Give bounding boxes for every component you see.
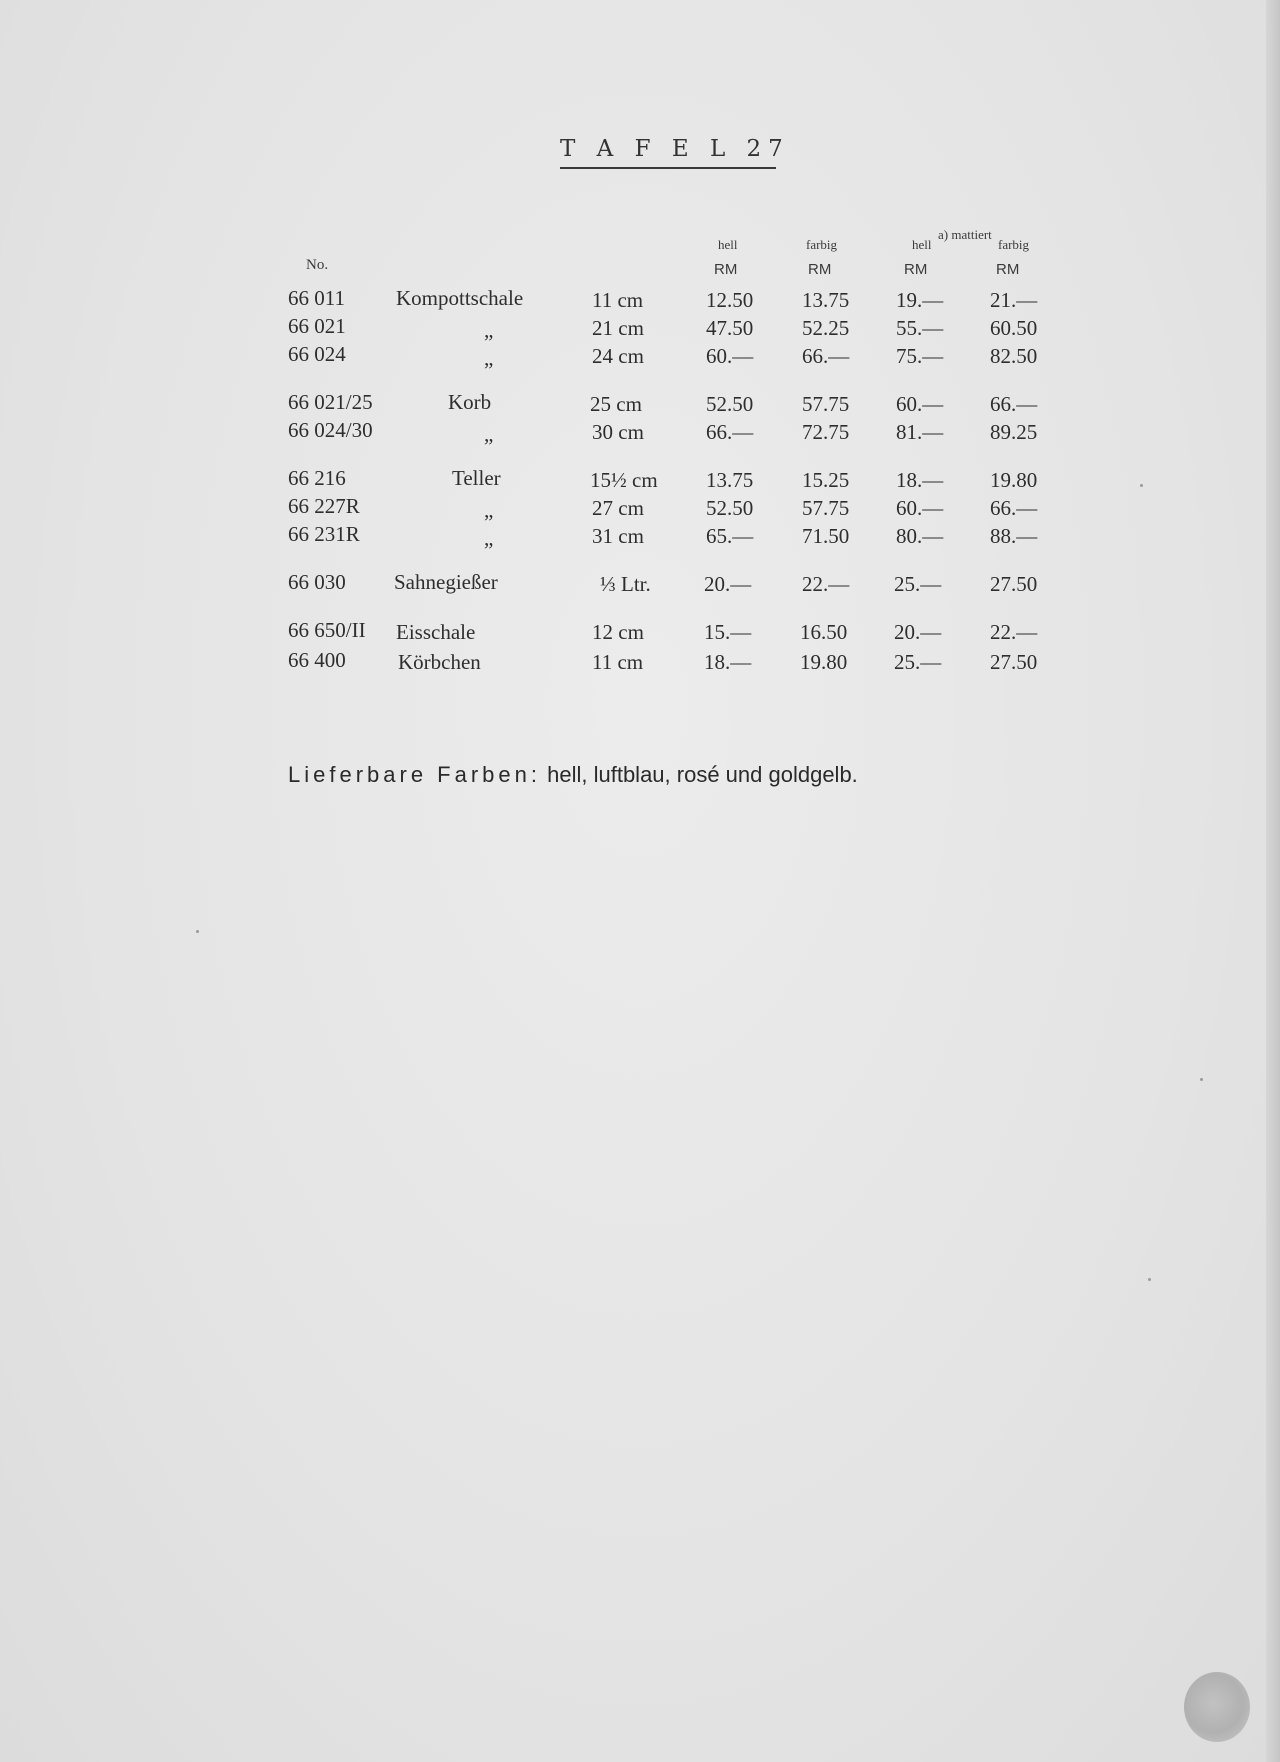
- page-title: T A F E L 27: [560, 136, 790, 162]
- scan-speck: [1140, 484, 1143, 487]
- cell-price-hell: 15.—: [704, 620, 752, 644]
- header-hell: hell: [718, 237, 738, 252]
- cell-name: „: [484, 498, 494, 522]
- scan-speck: [196, 930, 199, 933]
- cell-price-mattiert-farbig: 19.80: [990, 468, 1038, 492]
- cell-price-hell: 60.—: [706, 344, 754, 368]
- cell-name: „: [484, 346, 494, 370]
- cell-no: 66 400: [288, 648, 346, 672]
- cell-size: 21 cm: [592, 316, 644, 340]
- cell-price-mattiert-farbig: 82.50: [990, 344, 1038, 368]
- header-currency: RM: [714, 261, 738, 278]
- cell-price-mattiert-hell: 18.—: [896, 468, 944, 492]
- scan-stain: [1184, 1672, 1250, 1742]
- cell-size: 11 cm: [592, 288, 644, 312]
- cell-no: 66 231R: [288, 522, 360, 546]
- cell-name: Korb: [448, 390, 492, 414]
- cell-price-mattiert-hell: 25.—: [894, 572, 942, 596]
- cell-price-mattiert-farbig: 66.—: [990, 392, 1038, 416]
- cell-price-farbig: 52.25: [802, 316, 850, 340]
- cell-price-mattiert-hell: 75.—: [896, 344, 944, 368]
- cell-price-hell: 52.50: [706, 496, 754, 520]
- cell-price-mattiert-farbig: 27.50: [990, 650, 1038, 674]
- cell-name: Eisschale: [396, 620, 476, 644]
- cell-price-farbig: 57.75: [802, 392, 850, 416]
- header-currency: RM: [996, 261, 1020, 278]
- cell-no: 66 021/25: [288, 390, 373, 414]
- scan-speck: [1148, 1278, 1151, 1281]
- cell-name: Teller: [452, 466, 501, 490]
- cell-price-hell: 47.50: [706, 316, 754, 340]
- cell-price-mattiert-hell: 25.—: [894, 650, 942, 674]
- cell-price-mattiert-hell: 20.—: [894, 620, 942, 644]
- cell-size: 24 cm: [592, 344, 644, 368]
- available-colors-list: hell, luftblau, rosé und goldgelb.: [547, 762, 858, 787]
- cell-price-farbig: 22.—: [802, 572, 850, 596]
- cell-no: 66 650/II: [288, 618, 366, 642]
- cell-name: Kompottschale: [396, 286, 524, 310]
- header-mattiert-hell: hell: [912, 237, 932, 252]
- cell-price-farbig: 16.50: [800, 620, 848, 644]
- title-underline: [560, 167, 776, 169]
- cell-price-mattiert-hell: 19.—: [896, 288, 944, 312]
- cell-price-mattiert-hell: 55.—: [896, 316, 944, 340]
- cell-name: Sahnegießer: [394, 570, 498, 594]
- cell-price-hell: 66.—: [706, 420, 754, 444]
- page-edge: [1266, 0, 1280, 1762]
- cell-no: 66 216: [288, 466, 346, 490]
- cell-size: 30 cm: [592, 420, 644, 444]
- cell-price-farbig: 57.75: [802, 496, 850, 520]
- cell-name: „: [484, 526, 494, 550]
- cell-name: Körbchen: [398, 650, 481, 674]
- header-mattiert-farbig: farbig: [998, 237, 1030, 252]
- cell-price-farbig: 13.75: [802, 288, 850, 312]
- cell-price-farbig: 15.25: [802, 468, 850, 492]
- cell-no: 66 024: [288, 342, 346, 366]
- cell-price-mattiert-farbig: 66.—: [990, 496, 1038, 520]
- cell-size: 12 cm: [592, 620, 644, 644]
- cell-no: 66 021: [288, 314, 346, 338]
- cell-price-hell: 13.75: [706, 468, 754, 492]
- cell-price-mattiert-farbig: 22.—: [990, 620, 1038, 644]
- cell-price-farbig: 19.80: [800, 650, 848, 674]
- header-no: No.: [306, 257, 329, 273]
- cell-price-mattiert-farbig: 60.50: [990, 316, 1038, 340]
- cell-price-mattiert-hell: 81.—: [896, 420, 944, 444]
- header-group-mattiert: a) mattiert: [938, 227, 992, 242]
- cell-size: 11 cm: [592, 650, 644, 674]
- cell-price-mattiert-farbig: 88.—: [990, 524, 1038, 548]
- cell-price-farbig: 66.—: [802, 344, 850, 368]
- cell-no: 66 011: [288, 286, 345, 310]
- header-farbig: farbig: [806, 237, 838, 252]
- cell-no: 66 227R: [288, 494, 360, 518]
- cell-price-mattiert-hell: 80.—: [896, 524, 944, 548]
- cell-size: 27 cm: [592, 496, 644, 520]
- cell-size: 25 cm: [590, 392, 642, 416]
- cell-price-mattiert-farbig: 27.50: [990, 572, 1038, 596]
- cell-price-hell: 52.50: [706, 392, 754, 416]
- cell-price-hell: 18.—: [704, 650, 752, 674]
- cell-no: 66 024/30: [288, 418, 373, 442]
- cell-price-hell: 12.50: [706, 288, 754, 312]
- cell-price-mattiert-farbig: 21.—: [990, 288, 1038, 312]
- cell-price-hell: 20.—: [704, 572, 752, 596]
- cell-price-mattiert-hell: 60.—: [896, 496, 944, 520]
- available-colors-note: [288, 762, 858, 788]
- header-currency: RM: [904, 261, 928, 278]
- cell-size: ⅓ Ltr.: [600, 572, 651, 596]
- cell-price-farbig: 71.50: [802, 524, 850, 548]
- cell-name: „: [484, 318, 494, 342]
- cell-size: 31 cm: [592, 524, 644, 548]
- available-colors-label: Lieferbare Farben:: [288, 762, 541, 787]
- cell-size: 15½ cm: [590, 468, 658, 492]
- cell-name: „: [484, 422, 494, 446]
- cell-price-hell: 65.—: [706, 524, 754, 548]
- cell-price-mattiert-hell: 60.—: [896, 392, 944, 416]
- cell-no: 66 030: [288, 570, 346, 594]
- scan-speck: [1200, 1078, 1203, 1081]
- cell-price-farbig: 72.75: [802, 420, 850, 444]
- cell-price-mattiert-farbig: 89.25: [990, 420, 1038, 444]
- header-currency: RM: [808, 261, 832, 278]
